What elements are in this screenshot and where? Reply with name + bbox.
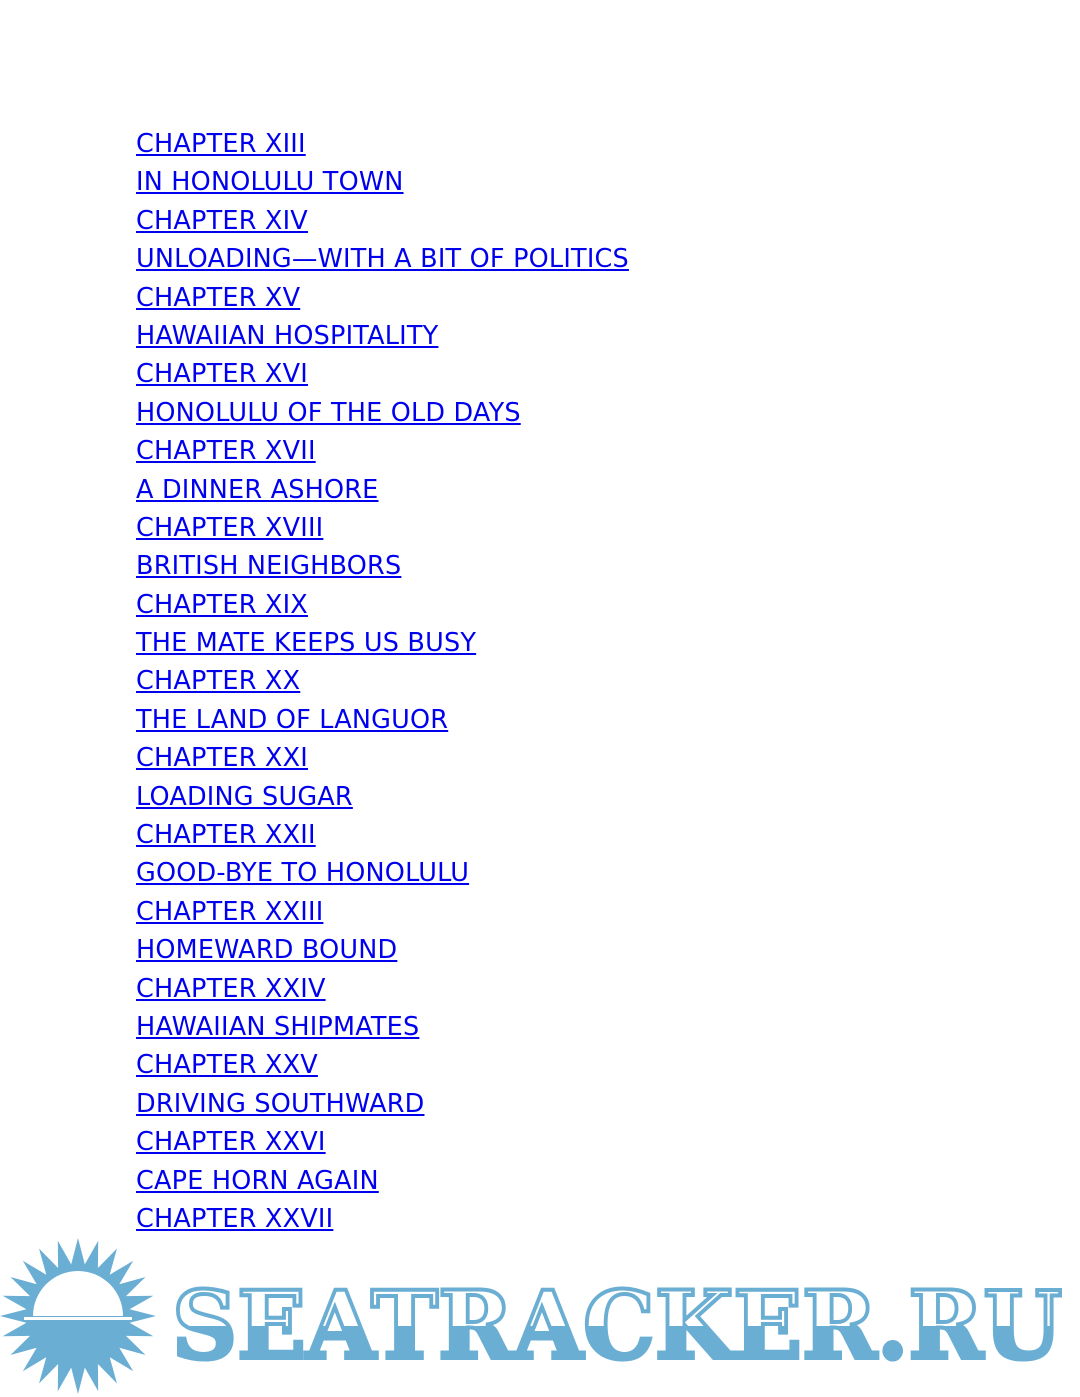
toc-link[interactable]: CHAPTER XXV (136, 1050, 318, 1081)
toc-item (136, 739, 629, 777)
toc-link[interactable]: THE LAND OF LANGUOR (136, 704, 449, 735)
toc-link[interactable]: HOMEWARD BOUND (136, 935, 398, 966)
toc-item (136, 509, 629, 547)
toc-link[interactable]: CHAPTER XVII (136, 436, 316, 467)
toc-item (136, 432, 629, 470)
toc-link[interactable]: CHAPTER XXI (136, 743, 308, 774)
toc-item (136, 816, 629, 854)
toc-item (136, 1085, 629, 1123)
toc-item (136, 624, 629, 662)
toc-item (136, 279, 629, 317)
toc-item (136, 317, 629, 355)
toc-item (136, 125, 629, 163)
toc-link[interactable]: BRITISH NEIGHBORS (136, 551, 402, 582)
toc-item (136, 471, 629, 509)
toc-item (136, 931, 629, 969)
toc-item (136, 970, 629, 1008)
toc-link[interactable]: A DINNER ASHORE (136, 474, 379, 505)
toc-item (136, 1162, 629, 1200)
toc-link[interactable]: HONOLULU OF THE OLD DAYS (136, 397, 521, 428)
toc-link[interactable]: CAPE HORN AGAIN (136, 1165, 379, 1196)
toc-link[interactable]: CHAPTER XIII (136, 129, 306, 159)
watermark-text: SEATRACKER.RU (172, 1271, 1062, 1381)
toc-item (136, 202, 629, 240)
toc-link[interactable]: CHAPTER XXIV (136, 973, 326, 1004)
toc-link[interactable]: CHAPTER XVI (136, 359, 308, 390)
toc-link[interactable]: HAWAIIAN SHIPMATES (136, 1011, 420, 1042)
toc-link[interactable]: CHAPTER XXVII (136, 1203, 334, 1234)
toc-item (136, 701, 629, 739)
toc-item (136, 1200, 629, 1238)
seatracker-watermark (0, 1238, 1080, 1397)
toc-item (136, 355, 629, 393)
toc-link[interactable]: CHAPTER XXVI (136, 1127, 326, 1158)
toc-link[interactable]: GOOD-BYE TO HONOLULU (136, 858, 470, 889)
toc-item (136, 662, 629, 700)
sun-icon (0, 1238, 156, 1394)
toc-item (136, 854, 629, 892)
toc-item (136, 1123, 629, 1161)
toc-link[interactable]: CHAPTER XIX (136, 589, 308, 620)
toc-link[interactable]: CHAPTER XVIII (136, 512, 324, 543)
toc-link[interactable]: THE MATE KEEPS US BUSY (136, 628, 477, 659)
toc-link[interactable]: CHAPTER XIV (136, 205, 308, 236)
toc-item (136, 394, 629, 432)
toc-item (136, 163, 629, 201)
toc-link[interactable]: DRIVING SOUTHWARD (136, 1088, 425, 1119)
toc-item (136, 1008, 629, 1046)
toc-link[interactable]: CHAPTER XXII (136, 820, 316, 851)
toc-item (136, 893, 629, 931)
toc-item (136, 1046, 629, 1084)
toc-link[interactable]: UNLOADING—WITH A BIT OF POLITICS (136, 244, 629, 275)
toc-link[interactable]: LOADING SUGAR (136, 781, 353, 812)
toc-link[interactable]: CHAPTER XXIII (136, 896, 324, 927)
table-of-contents (136, 125, 629, 1238)
toc-item (136, 547, 629, 585)
toc-link[interactable]: HAWAIIAN HOSPITALITY (136, 320, 439, 351)
toc-item (136, 240, 629, 278)
toc-item (136, 778, 629, 816)
toc-item (136, 586, 629, 624)
toc-link[interactable]: CHAPTER XX (136, 666, 301, 697)
toc-link[interactable]: IN HONOLULU TOWN (136, 167, 404, 198)
toc-link[interactable]: CHAPTER XV (136, 282, 301, 313)
